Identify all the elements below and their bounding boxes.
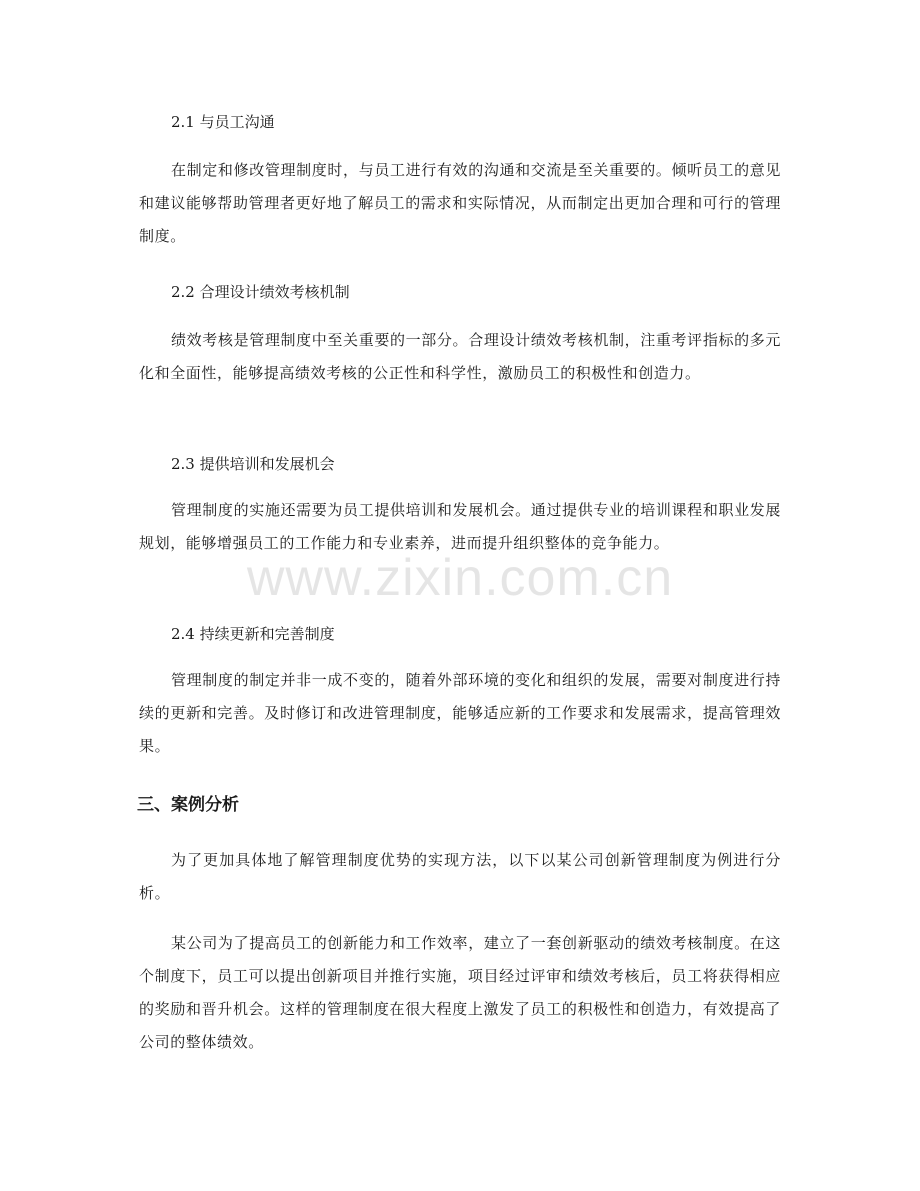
subsection-heading-2-3: 2.3 提供培训和发展机会 xyxy=(171,455,335,473)
subsection-heading-2-2: 2.2 合理设计绩效考核机制 xyxy=(171,283,350,301)
subsection-paragraph-2-3: 管理制度的实施还需要为员工提供培训和发展机会。通过提供专业的培训课程和职业发展规划，能够增强员工的工作能力和专业素养，进而提升组织整体的竞争能力。 xyxy=(139,501,781,552)
subsection-paragraph-2-1: 在制定和修改管理制度时，与员工进行有效的沟通和交流是至关重要的。倾听员工的意见和建议能够帮助管理者更好地了解员工的需求和实际情况，从而制定出更加合理和可行的管理制度。 xyxy=(139,161,781,245)
section-heading-case-analysis: 三、案例分析 xyxy=(137,795,239,815)
subsection-paragraph-2-4: 管理制度的制定并非一成不变的，随着外部环境的变化和组织的发展，需要对制度进行持续的更新和完善。及时修订和改进管理制度，能够适应新的工作要求和发展需求，提高管理效果。 xyxy=(139,671,781,755)
case-analysis-example-paragraph: 某公司为了提高员工的创新能力和工作效率，建立了一套创新驱动的绩效考核制度。在这个制度下，员工可以提出创新项目并推行实施，项目经过评审和绩效考核后，员工将获得相应的奖励和晋升机会。这样的管理制度在很大程度上激发了员工的积极性和创造力，有效提高了公司的整体绩效。 xyxy=(139,934,781,1051)
case-analysis-intro-paragraph: 为了更加具体地了解管理制度优势的实现方法，以下以某公司创新管理制度为例进行分析。 xyxy=(139,851,781,902)
watermark-text: www.zixin.com.cn xyxy=(246,549,674,607)
subsection-heading-2-1: 2.1 与员工沟通 xyxy=(171,113,275,131)
subsection-heading-2-4: 2.4 持续更新和完善制度 xyxy=(171,625,335,643)
subsection-paragraph-2-2: 绩效考核是管理制度中至关重要的一部分。合理设计绩效考核机制，注重考评指标的多元化和全面性，能够提高绩效考核的公正性和科学性，激励员工的积极性和创造力。 xyxy=(139,331,781,382)
